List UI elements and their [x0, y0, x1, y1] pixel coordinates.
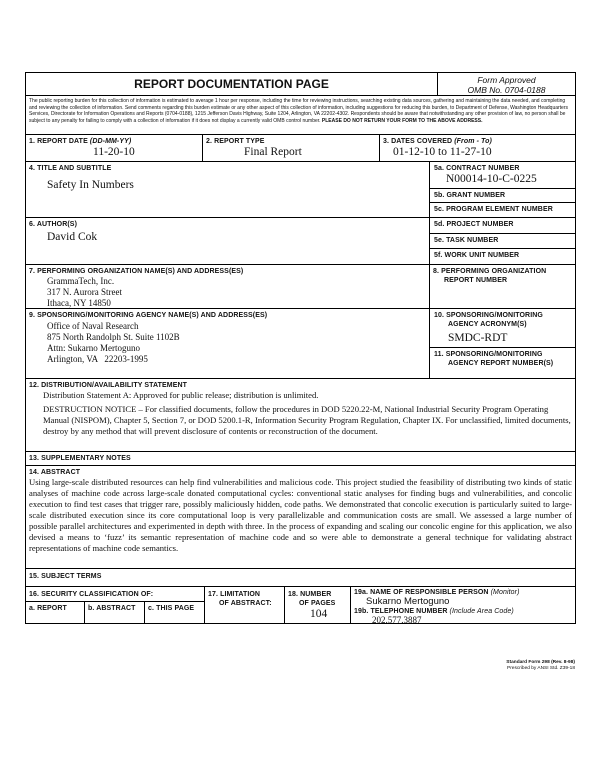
- performing-org-line: 317 N. Aurora Street: [47, 287, 122, 297]
- header-row: [26, 73, 575, 96]
- performing-org-line: GrammaTech, Inc.: [47, 276, 115, 286]
- row-subject: [26, 569, 575, 587]
- standard-form-number: Standard Form 298 (Rev. 8-98): [506, 660, 575, 665]
- row-supplementary: [26, 452, 575, 466]
- phone-note: (Include Area Code): [449, 608, 514, 615]
- responsible-label: 19a. NAME OF RESPONSIBLE PERSON: [354, 589, 489, 596]
- limitation-label: 17. LIMITATION: [208, 591, 261, 598]
- program-element-label: 5c. PROGRAM ELEMENT NUMBER: [434, 206, 553, 213]
- burden-notice: [26, 96, 575, 135]
- project-number-label: 5d. PROJECT NUMBER: [434, 221, 514, 228]
- phone-label: 19b. TELEPHONE NUMBER: [354, 608, 448, 615]
- report-class-label: a. REPORT: [29, 605, 67, 612]
- number-of-pages: 104: [310, 608, 328, 620]
- abstract-text: Using large-scale distributed resources can help find vulnerabilities and malicious code. This project studied the feasibility of distributing two kinds of static analyses of machine code across large-scale donated computational cycles: conventional static analyses for finding bugs and vulnerabilities, and concolic execution to find test cases that trigger rare, possibly maliciously hidden, code paths. We demonstrated that concolic execution is particularly suited to large-scale distributed execution since its core computational loop is very parallelizable and communication costs are small. We assessed a large number of possible parallel architectures and experimented in depth with three. In the process of expanding and scaling our concolic engine for this application, we also devised a means to ‘fuzz’ its semantic representation of machine code and so were able to demonstrate a general technique for validating abstract representations of machine code semantics.: [29, 477, 572, 553]
- row-abstract: [26, 466, 575, 569]
- sponsor-line: Attn: Sukarno Mertoguno: [47, 343, 140, 353]
- report-type-label: 2. REPORT TYPE: [206, 138, 265, 145]
- title-value: Safety In Numbers: [47, 179, 134, 191]
- acronym-label: 10. SPONSORING/MONITORING: [434, 312, 543, 319]
- dates-covered: 01-12-10 to 11-27-10: [393, 146, 492, 158]
- row-bottom: [26, 587, 575, 623]
- acronym-value: SMDC-RDT: [448, 332, 508, 344]
- burden-notice-text: The public reporting burden for this collection of information is estimated to average 1 hour per response, including the time for reviewing instructions, searching existing data sources, gathering and maintaining the data needed, and completing and reviewing the collection of information. Send comments regarding this burden estimate or any other aspect of this collection of information, including suggestions for reducing this burden, to Department of Defense, Washington Headquarters Services, Directorate for Information Operations and Reports (0704-0188), 1215 Jefferson Davis Highway, Suite 1204, Arlington, VA 22202-4302. Respondents should be aware that notwithstanding any other provision of law, no person shall be subject to any penalty for failing to comply with a collection of information if it does not display a currently valid OMB control number.: [29, 98, 569, 124]
- report-documentation-form: [25, 72, 576, 624]
- this-page-class-label: c. THIS PAGE: [148, 605, 195, 612]
- form-footer: [506, 660, 575, 672]
- dates-covered-label: 3. DATES COVERED: [383, 138, 453, 145]
- row-performing: [26, 265, 575, 309]
- performing-report-label-2: REPORT NUMBER: [444, 277, 508, 284]
- burden-notice-bold: PLEASE DO NOT RETURN YOUR FORM TO THE ABOVE ADDRESS.: [321, 117, 483, 124]
- agency-report-label-2: AGENCY REPORT NUMBER(S): [448, 360, 554, 367]
- phone-number: 202.577.3887: [372, 615, 422, 625]
- contract-number-label: 5a. CONTRACT NUMBER: [434, 165, 520, 172]
- ansi-prescription: Prescribed by ANSI Std. Z39-18: [507, 666, 575, 671]
- page-title: REPORT DOCUMENTATION PAGE: [134, 77, 329, 91]
- destruction-notice: DESTRUCTION NOTICE – For classified documents, follow the procedures in DOD 5220.22-M, National Industrial Security Program Operating Manual (NISPOM), Chapter 5, Section 7, or DOD 5200.1-R, Information Security Program Regulation, Chapter IX. For unclassified, limited documents, destroy by any method that will prevent disclosure of contents or reconstruction of the document.: [43, 404, 571, 436]
- row-dates: [26, 135, 575, 162]
- distribution-statement: Distribution Statement A: Approved for public release; distribution is unlimited.: [43, 390, 319, 400]
- pages-label: 18. NUMBER: [288, 591, 332, 598]
- title-label: 4. TITLE AND SUBTITLE: [29, 165, 112, 172]
- row-title: [26, 162, 575, 218]
- sponsoring-label: 9. SPONSORING/MONITORING AGENCY NAME(S) AND ADDRESS(ES): [29, 312, 268, 319]
- report-type: Final Report: [244, 146, 302, 158]
- contract-number: N00014-10-C-0225: [446, 173, 537, 185]
- abstract-class-label: b. ABSTRACT: [88, 605, 136, 612]
- agency-report-label: 11. SPONSORING/MONITORING: [434, 351, 543, 358]
- form-approved: Form Approved: [477, 75, 536, 85]
- abstract-label: 14. ABSTRACT: [29, 469, 81, 476]
- limitation-label-2: OF ABSTRACT:: [219, 600, 272, 607]
- omb-number: OMB No. 0704-0188: [467, 85, 546, 95]
- row-distribution: [26, 379, 575, 452]
- author-label: 6. AUTHOR(S): [29, 221, 77, 228]
- acronym-label-2: AGENCY ACRONYM(S): [448, 321, 527, 328]
- sponsor-line: Arlington, VA 22203-1995: [47, 354, 148, 364]
- supplementary-label: 13. SUPPLEMENTARY NOTES: [29, 455, 131, 462]
- security-class-label: 16. SECURITY CLASSIFICATION OF:: [29, 591, 154, 598]
- sponsor-line: 875 North Randolph St. Suite 1102B: [47, 332, 180, 342]
- sponsor-line: Office of Naval Research: [47, 321, 139, 331]
- report-date-label: 1. REPORT DATE: [29, 138, 88, 145]
- row-sponsoring: [26, 309, 575, 379]
- performing-org-line: Ithaca, NY 14850: [47, 298, 111, 308]
- pages-label-2: OF PAGES: [299, 600, 336, 607]
- dates-covered-format: (From - To): [454, 138, 492, 145]
- distribution-label: 12. DISTRIBUTION/AVAILABILITY STATEMENT: [29, 382, 188, 389]
- grant-number-label: 5b. GRANT NUMBER: [434, 192, 506, 199]
- row-author: [26, 218, 575, 265]
- work-unit-label: 5f. WORK UNIT NUMBER: [434, 252, 520, 259]
- report-date: 11-20-10: [93, 146, 135, 158]
- performing-org-label: 7. PERFORMING ORGANIZATION NAME(S) AND ADDRESS(ES): [29, 268, 244, 275]
- author-value: David Cok: [47, 231, 98, 243]
- subject-terms-label: 15. SUBJECT TERMS: [29, 573, 102, 580]
- responsible-person: Sukarno Mertoguno: [366, 596, 450, 607]
- task-number-label: 5e. TASK NUMBER: [434, 237, 499, 244]
- report-date-format: (DD-MM-YY): [89, 138, 132, 145]
- performing-report-label: 8. PERFORMING ORGANIZATION: [433, 268, 547, 275]
- responsible-note: (Monitor): [490, 589, 520, 596]
